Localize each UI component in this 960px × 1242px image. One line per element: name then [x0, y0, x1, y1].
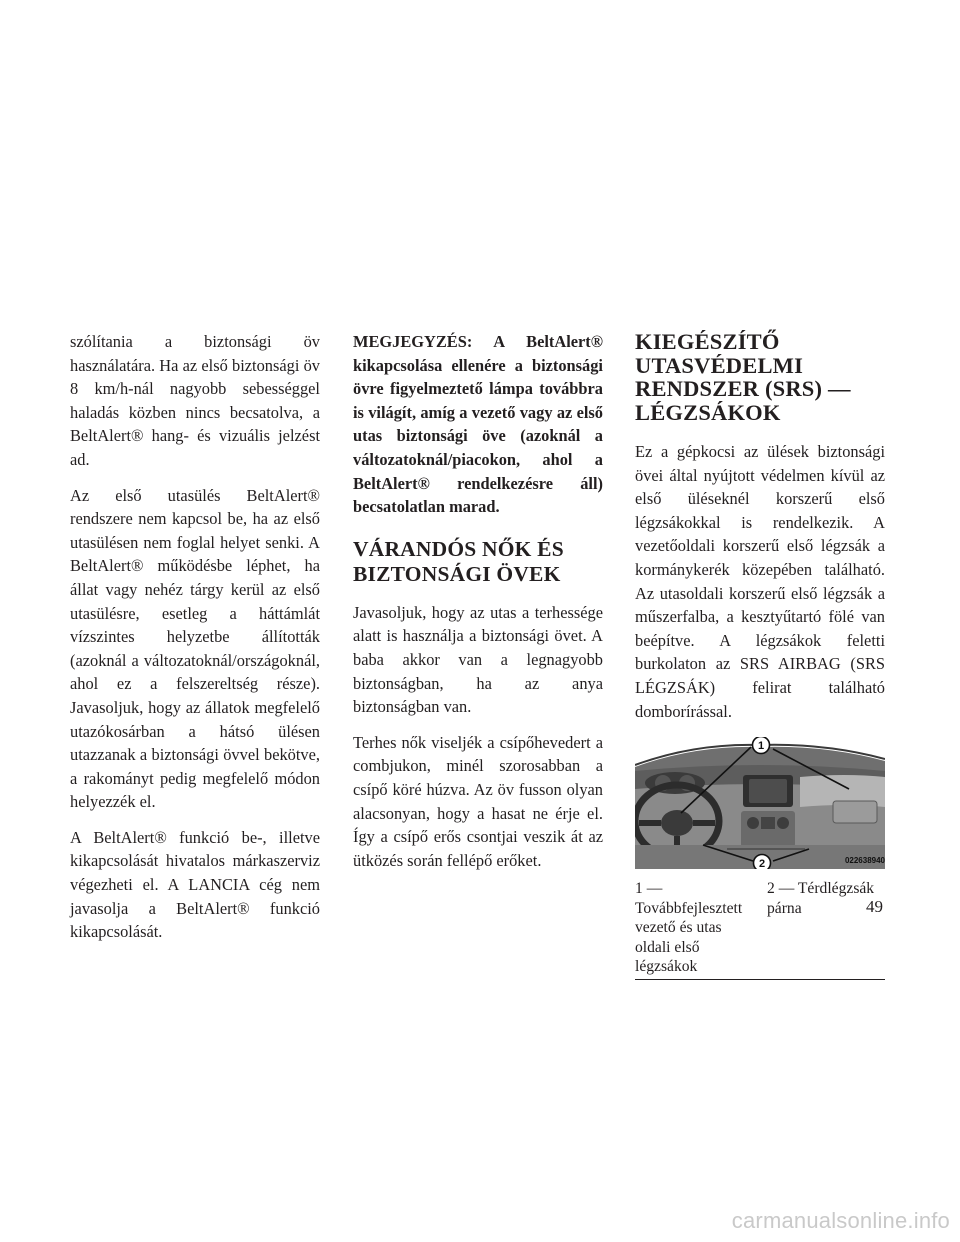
callout-2-label: 2	[758, 858, 766, 870]
paragraph: szólítania a biztonsági öv használatára. Ha az első biztonsági öv 8 km/h-nál nagyobb sebességgel haladás közben nincs becsatolva, a BeltAlert® hang- és vizuális jelzést ad.	[70, 332, 320, 469]
paragraph: Az első utasülés BeltAlert® rendszere nem kapcsol be, ha az első utasülésen nem foglal helyet senki. A BeltAlert® működésbe léphet, ha állat vagy nehéz tárgy kerül az első utasülésre, esetleg a háttámlát vízszintes helyzetbe állították (azoknál a változatoknál/országoknál, ahol ez a felszereltség része). Javasoljuk, hogy az állatok megfelelő utazókosárban a hátsó ülésen utazzanak a biztonsági övvel bekötve, a rakományt pedig megfelelő módon helyezzék el.	[70, 485, 320, 812]
paragraph: Javasoljuk, hogy az utas a terhessége alatt is használja a biztonsági övet. A baba akkor van a legnagyobb biztonságban, ha az anya biztonságban van.	[353, 602, 603, 717]
figure-caption	[635, 879, 885, 980]
figure-code: 022638940	[844, 856, 885, 866]
paragraph: A BeltAlert® funkció be-, illetve kikapcsolását hivatalos márkaszerviz végezheti el. A LANCIA cég nem javasolja a BeltAlert® funkció kikapcsolását.	[70, 827, 320, 942]
note-paragraph: MEGJEGYZÉS: A BeltAlert® kikapcsolása ellenére a biztonsági övre figyelmeztető lámpa továbbra is világít, amíg a vezető vagy az első utas biztonsági öve (azoknál a változatoknál/piacokon, ahol a BeltAlert® rendelkezésre áll) becsatolatlan marad.	[353, 332, 603, 517]
left-column	[70, 330, 320, 956]
watermark-logo: carmanualsonline.info	[731, 1208, 950, 1233]
section-heading-pregnancy: VÁRANDÓS NŐK ÉS BIZTONSÁGI ÖVEK	[353, 536, 564, 586]
callout-1-label: 1	[757, 740, 765, 753]
paragraph: Ez a gépkocsi az ülések biztonsági övei által nyújtott védelmen kívül az első üléseknél korszerű első légzsákokkal is rendelkezik. A vezetőoldali korszerű első légzsák a kormánykerék közepében található. Az utasoldali korszerű első légzsák a műszerfalba, a kesztyűtartó fölé van beépítve. A légzsákok feletti burkolaton az SRS AIRBAG (SRS LÉGZSÁK) felirat található domborírással.	[635, 442, 885, 721]
caption-item-2: 2 — Térdlégzsák párna	[767, 880, 875, 917]
section-heading-airbags: KIEGÉSZÍTŐ UTASVÉDELMI RENDSZER (SRS) — LÉGZSÁKOK	[635, 329, 851, 425]
dashboard-airbag-figure	[635, 737, 885, 869]
middle-column	[353, 330, 603, 884]
page-number: 49	[866, 897, 883, 916]
right-column	[635, 330, 885, 980]
caption-item-1: 1 — Továbbfejlesztett vezető és utas oldali első légzsákok	[635, 880, 743, 976]
paragraph: Terhes nők viseljék a csípőhevedert a combjukon, minél szorosabban a csípő köré húzva. Az öv fusson olyan alacsonyan, hogy a hasat ne érje el. Így a csípő erős csontjai veszik át az ütközés során fellépő erőket.	[353, 732, 603, 870]
